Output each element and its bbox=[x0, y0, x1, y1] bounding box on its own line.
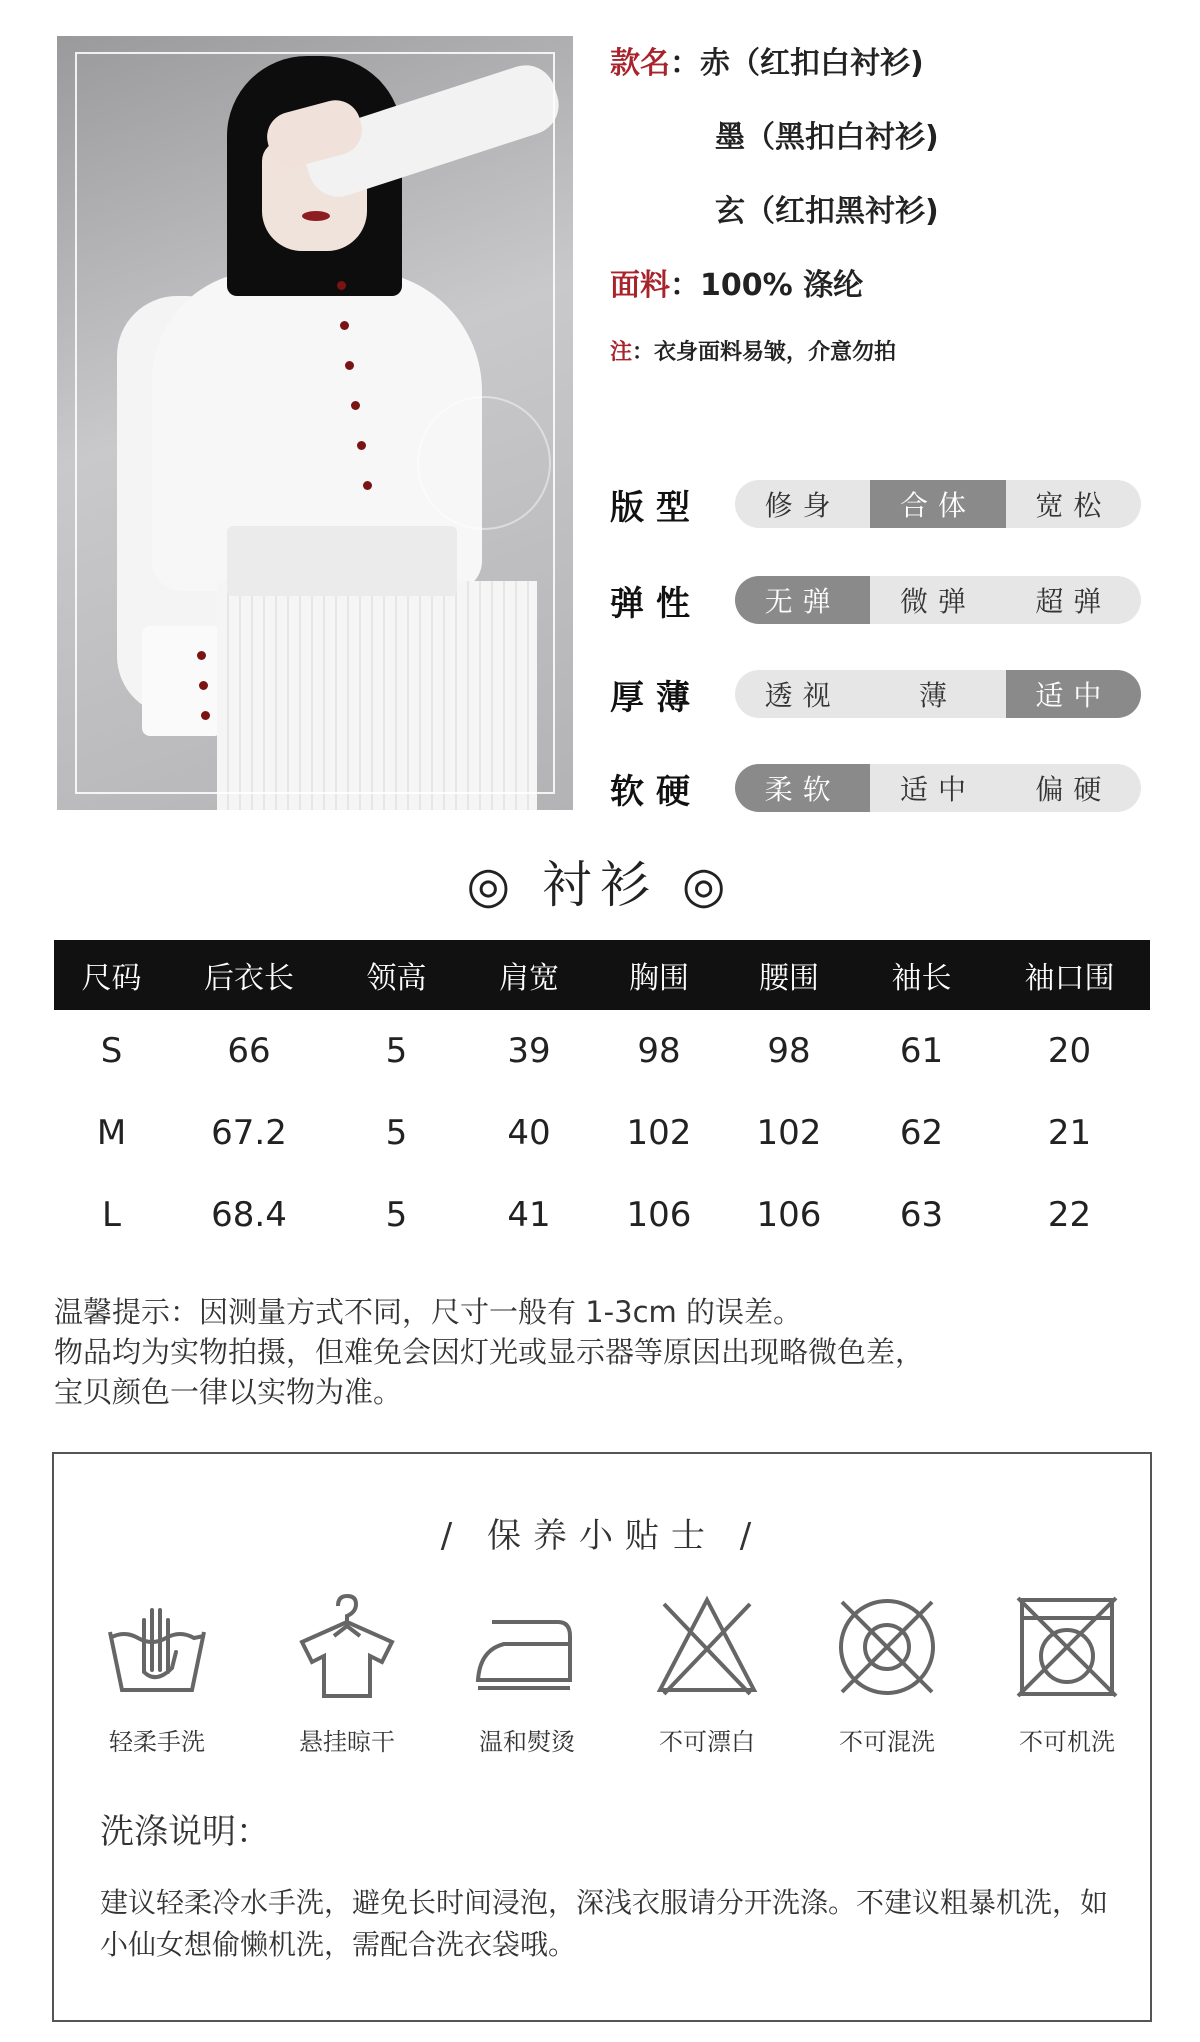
no-bleach-icon bbox=[652, 1592, 762, 1702]
column-header: 肩宽 bbox=[499, 961, 559, 996]
tips-line: 宝贝颜色一律以实物为准。 bbox=[54, 1375, 403, 1409]
attr-option-selected: 无弹 bbox=[735, 576, 870, 624]
table-header bbox=[54, 940, 1150, 1010]
table-cell: 106 bbox=[626, 1195, 692, 1235]
table-row bbox=[54, 1092, 1150, 1174]
size-tips bbox=[54, 1292, 1164, 1412]
wash-instructions-text: 建议轻柔冷水手洗，避免长时间浸泡，深浅衣服请分开洗涤。不建议粗暴机洗，如小仙女想偷懒机洗，需配合洗衣袋哦。 bbox=[100, 1886, 1109, 1961]
table-cell: 61 bbox=[899, 1031, 944, 1071]
care-label: 不可混洗 bbox=[839, 1728, 935, 1756]
hang-dry-icon bbox=[292, 1592, 402, 1702]
fabric-line: 面料：100% 涤纶 bbox=[610, 268, 864, 303]
section-title: ◎ 衬衫 ◎ bbox=[466, 856, 734, 914]
table-cell: 21 bbox=[1047, 1113, 1092, 1153]
no-machine-wash-icon bbox=[1012, 1592, 1122, 1702]
table-cell: 5 bbox=[385, 1031, 408, 1071]
table-cell: 68.4 bbox=[211, 1195, 287, 1235]
style-line-3: 玄（红扣黑衬衫) bbox=[715, 194, 939, 229]
care-label: 轻柔手洗 bbox=[109, 1728, 205, 1756]
column-header: 腰围 bbox=[759, 961, 819, 996]
table-cell: 5 bbox=[385, 1195, 408, 1235]
attr-option-selected: 合体 bbox=[870, 480, 1005, 528]
care-tips-box bbox=[52, 1452, 1152, 2022]
attr-selector-thickness bbox=[735, 670, 1141, 718]
column-header: 袖长 bbox=[891, 961, 952, 996]
size-table bbox=[54, 940, 1150, 1256]
tips-line: 物品均为实物拍摄，但难免会因灯光或显示器等原因出现略微色差， bbox=[54, 1335, 925, 1369]
table-row bbox=[54, 1010, 1150, 1092]
table-cell: L bbox=[102, 1195, 121, 1235]
attr-option: 微弹 bbox=[899, 585, 976, 618]
attr-option: 偏硬 bbox=[1035, 773, 1112, 806]
tips-line: 温馨提示：因测量方式不同，尺寸一般有 1-3cm 的误差。 bbox=[54, 1295, 802, 1329]
table-cell: 102 bbox=[756, 1113, 822, 1153]
attr-option: 薄 bbox=[918, 679, 957, 712]
table-cell: 39 bbox=[507, 1031, 551, 1071]
attr-label-elasticity: 弹性 bbox=[610, 584, 702, 624]
wash-instructions-title: 洗涤说明： bbox=[100, 1812, 270, 1852]
table-cell: S bbox=[100, 1031, 123, 1071]
style-line-1: 款名：赤（红扣白衬衫) bbox=[610, 46, 924, 81]
table-cell: 62 bbox=[899, 1113, 944, 1153]
table-cell: 40 bbox=[507, 1113, 551, 1153]
product-photo bbox=[57, 36, 573, 810]
column-header: 领高 bbox=[366, 961, 427, 996]
table-cell: M bbox=[96, 1113, 127, 1153]
table-row bbox=[54, 1174, 1150, 1256]
column-header: 尺码 bbox=[81, 961, 142, 996]
style-line-2: 墨（黑扣白衬衫) bbox=[715, 120, 939, 155]
column-header: 后衣长 bbox=[204, 961, 294, 996]
care-title: / 保养小贴士 / bbox=[440, 1516, 764, 1556]
table-cell: 67.2 bbox=[211, 1113, 287, 1153]
care-label: 悬挂晾干 bbox=[299, 1728, 395, 1756]
attr-option-selected: 适中 bbox=[1006, 670, 1141, 718]
attr-selector-softness bbox=[735, 764, 1141, 812]
table-cell: 98 bbox=[767, 1031, 811, 1071]
iron-icon bbox=[472, 1592, 582, 1702]
note-line: 注：衣身面料易皱，介意勿拍 bbox=[610, 340, 897, 365]
table-cell: 41 bbox=[507, 1195, 551, 1235]
attr-label-fit: 版型 bbox=[610, 488, 702, 528]
attr-selector-elasticity bbox=[735, 576, 1141, 624]
table-cell: 5 bbox=[385, 1113, 408, 1153]
table-cell: 106 bbox=[756, 1195, 822, 1235]
attr-option: 适中 bbox=[899, 773, 976, 806]
care-label: 不可机洗 bbox=[1019, 1728, 1115, 1756]
table-cell: 63 bbox=[899, 1195, 944, 1235]
attr-label-thickness: 厚薄 bbox=[610, 678, 702, 718]
table-cell: 66 bbox=[227, 1031, 271, 1071]
column-header: 袖口围 bbox=[1024, 961, 1115, 996]
no-mix-wash-icon bbox=[832, 1592, 942, 1702]
attr-option: 透视 bbox=[764, 679, 841, 712]
hand-wash-icon bbox=[102, 1592, 212, 1702]
attr-option: 超弹 bbox=[1035, 585, 1112, 618]
care-label: 温和熨烫 bbox=[479, 1728, 575, 1756]
attr-option-selected: 柔软 bbox=[735, 764, 870, 812]
table-cell: 102 bbox=[626, 1113, 692, 1153]
column-header: 胸围 bbox=[629, 961, 689, 996]
attr-selector-fit bbox=[735, 480, 1141, 528]
table-cell: 20 bbox=[1047, 1031, 1092, 1071]
attr-label-softness: 软硬 bbox=[610, 772, 702, 812]
table-cell: 98 bbox=[637, 1031, 681, 1071]
attr-option: 宽松 bbox=[1035, 489, 1112, 522]
care-label: 不可漂白 bbox=[659, 1728, 755, 1756]
table-cell: 22 bbox=[1047, 1195, 1092, 1235]
attr-option: 修身 bbox=[764, 489, 841, 522]
